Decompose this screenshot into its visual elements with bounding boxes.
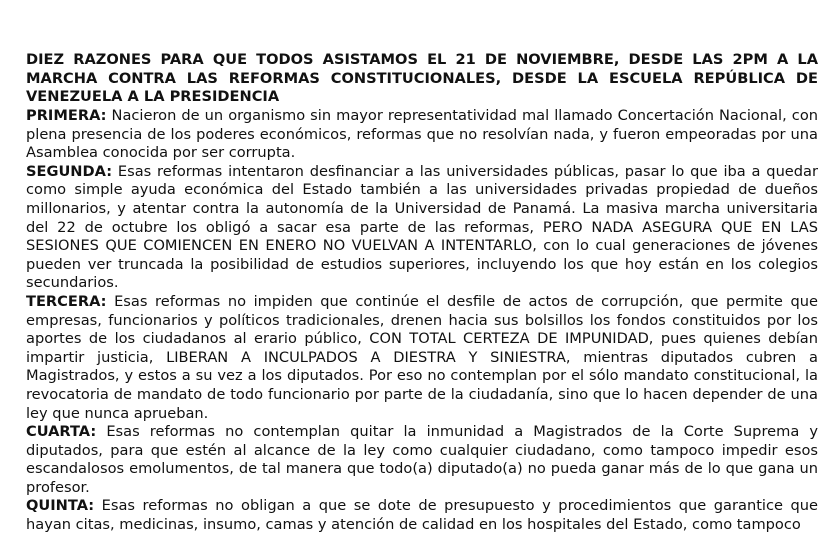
paragraph-text: Esas reformas no contemplan quitar la inmunidad a Magistrados de la Corte Suprema y diputados, para que estén al alcance de la ley como cualquier ciudadano, como tampoco impedir esos escandalosos emolumentos, de tal manera que todo(a) diputado(a) no pueda ganar más de lo que gana un profesor. [26, 423, 818, 496]
paragraph-text: Esas reformas intentaron desfinanciar a las universidades públicas, pasar lo que iba a quedar como simple ayuda económica del Estado también a las universidades privadas propiedad de dueños millonarios, y atentar contra la autonomía de la Universidad de Panamá. La masiva marcha universitaria del 22 de octubre los obligó a sacar esa parte de las reformas, PERO NADA ASEGURA QUE EN LAS SESIONES QUE COMIENCEN EN ENERO NO VUELVAN A INTENTARLO, con lo cual generaciones de jóvenes pueden ver truncada la posibilidad de estudios superiores, incluyendo los que hoy están en los colegios secundarios. [26, 162, 818, 292]
paragraph-text: Esas reformas no impiden que continúe el desfile de actos de corrupción, que permite que empresas, funcionarios y políticos tradicionales, drenen hacia sus bolsillos los fondos constituidos por los aportes de los ciudadanos al erario público, CON TOTAL CERTEZA DE IMPUNIDAD, pues quienes debían impartir justicia, LIBERAN A INCULPADOS A DIESTRA Y SINIESTRA, mientras diputados cubren a Magistrados, y estos a su vez a los diputados. Por eso no contemplan por el sólo mandato constitucional, la revocatoria de mandato de todo funcionario por parte de la ciudadanía, sino que lo hacen depender de una ley que nunca aprueban. [26, 292, 818, 422]
paragraph-label: SEGUNDA: [26, 162, 113, 180]
paragraph-text: Nacieron de un organismo sin mayor representatividad mal llamado Concertación Nacional, con plena presencia de los poderes económicos, reformas que no resolvían nada, y fueron empeoradas por una Asamblea conocida por ser corrupta. [26, 107, 818, 162]
paragraph-segunda [26, 163, 818, 293]
paragraph-tercera [26, 293, 818, 423]
paragraph-label: PRIMERA: [26, 107, 107, 124]
paragraph-label: CUARTA: [26, 423, 97, 441]
paragraph-label: TERCERA: [26, 292, 107, 310]
paragraph-label: QUINTA: [26, 497, 95, 515]
document-title: DIEZ RAZONES PARA QUE TODOS ASISTAMOS EL 21 DE NOVIEMBRE, DESDE LAS 2PM A LA MARCHA CONTRA LAS REFORMAS CONSTITUCIONALES, DESDE LA ESCUELA REPÚBLICA DE VENEZUELA A LA PRESIDENCIA [26, 51, 818, 106]
document-body [26, 107, 818, 535]
paragraph-cuarta [26, 423, 818, 497]
paragraph-text: Esas reformas no obligan a que se dote de presupuesto y procedimientos que garantice que hayan citas, medicinas, insumo, camas y atención de calidad en los hospitales del Estado, como tampoco [26, 497, 818, 534]
paragraph-primera [26, 107, 818, 163]
paragraph-quinta [26, 497, 818, 534]
